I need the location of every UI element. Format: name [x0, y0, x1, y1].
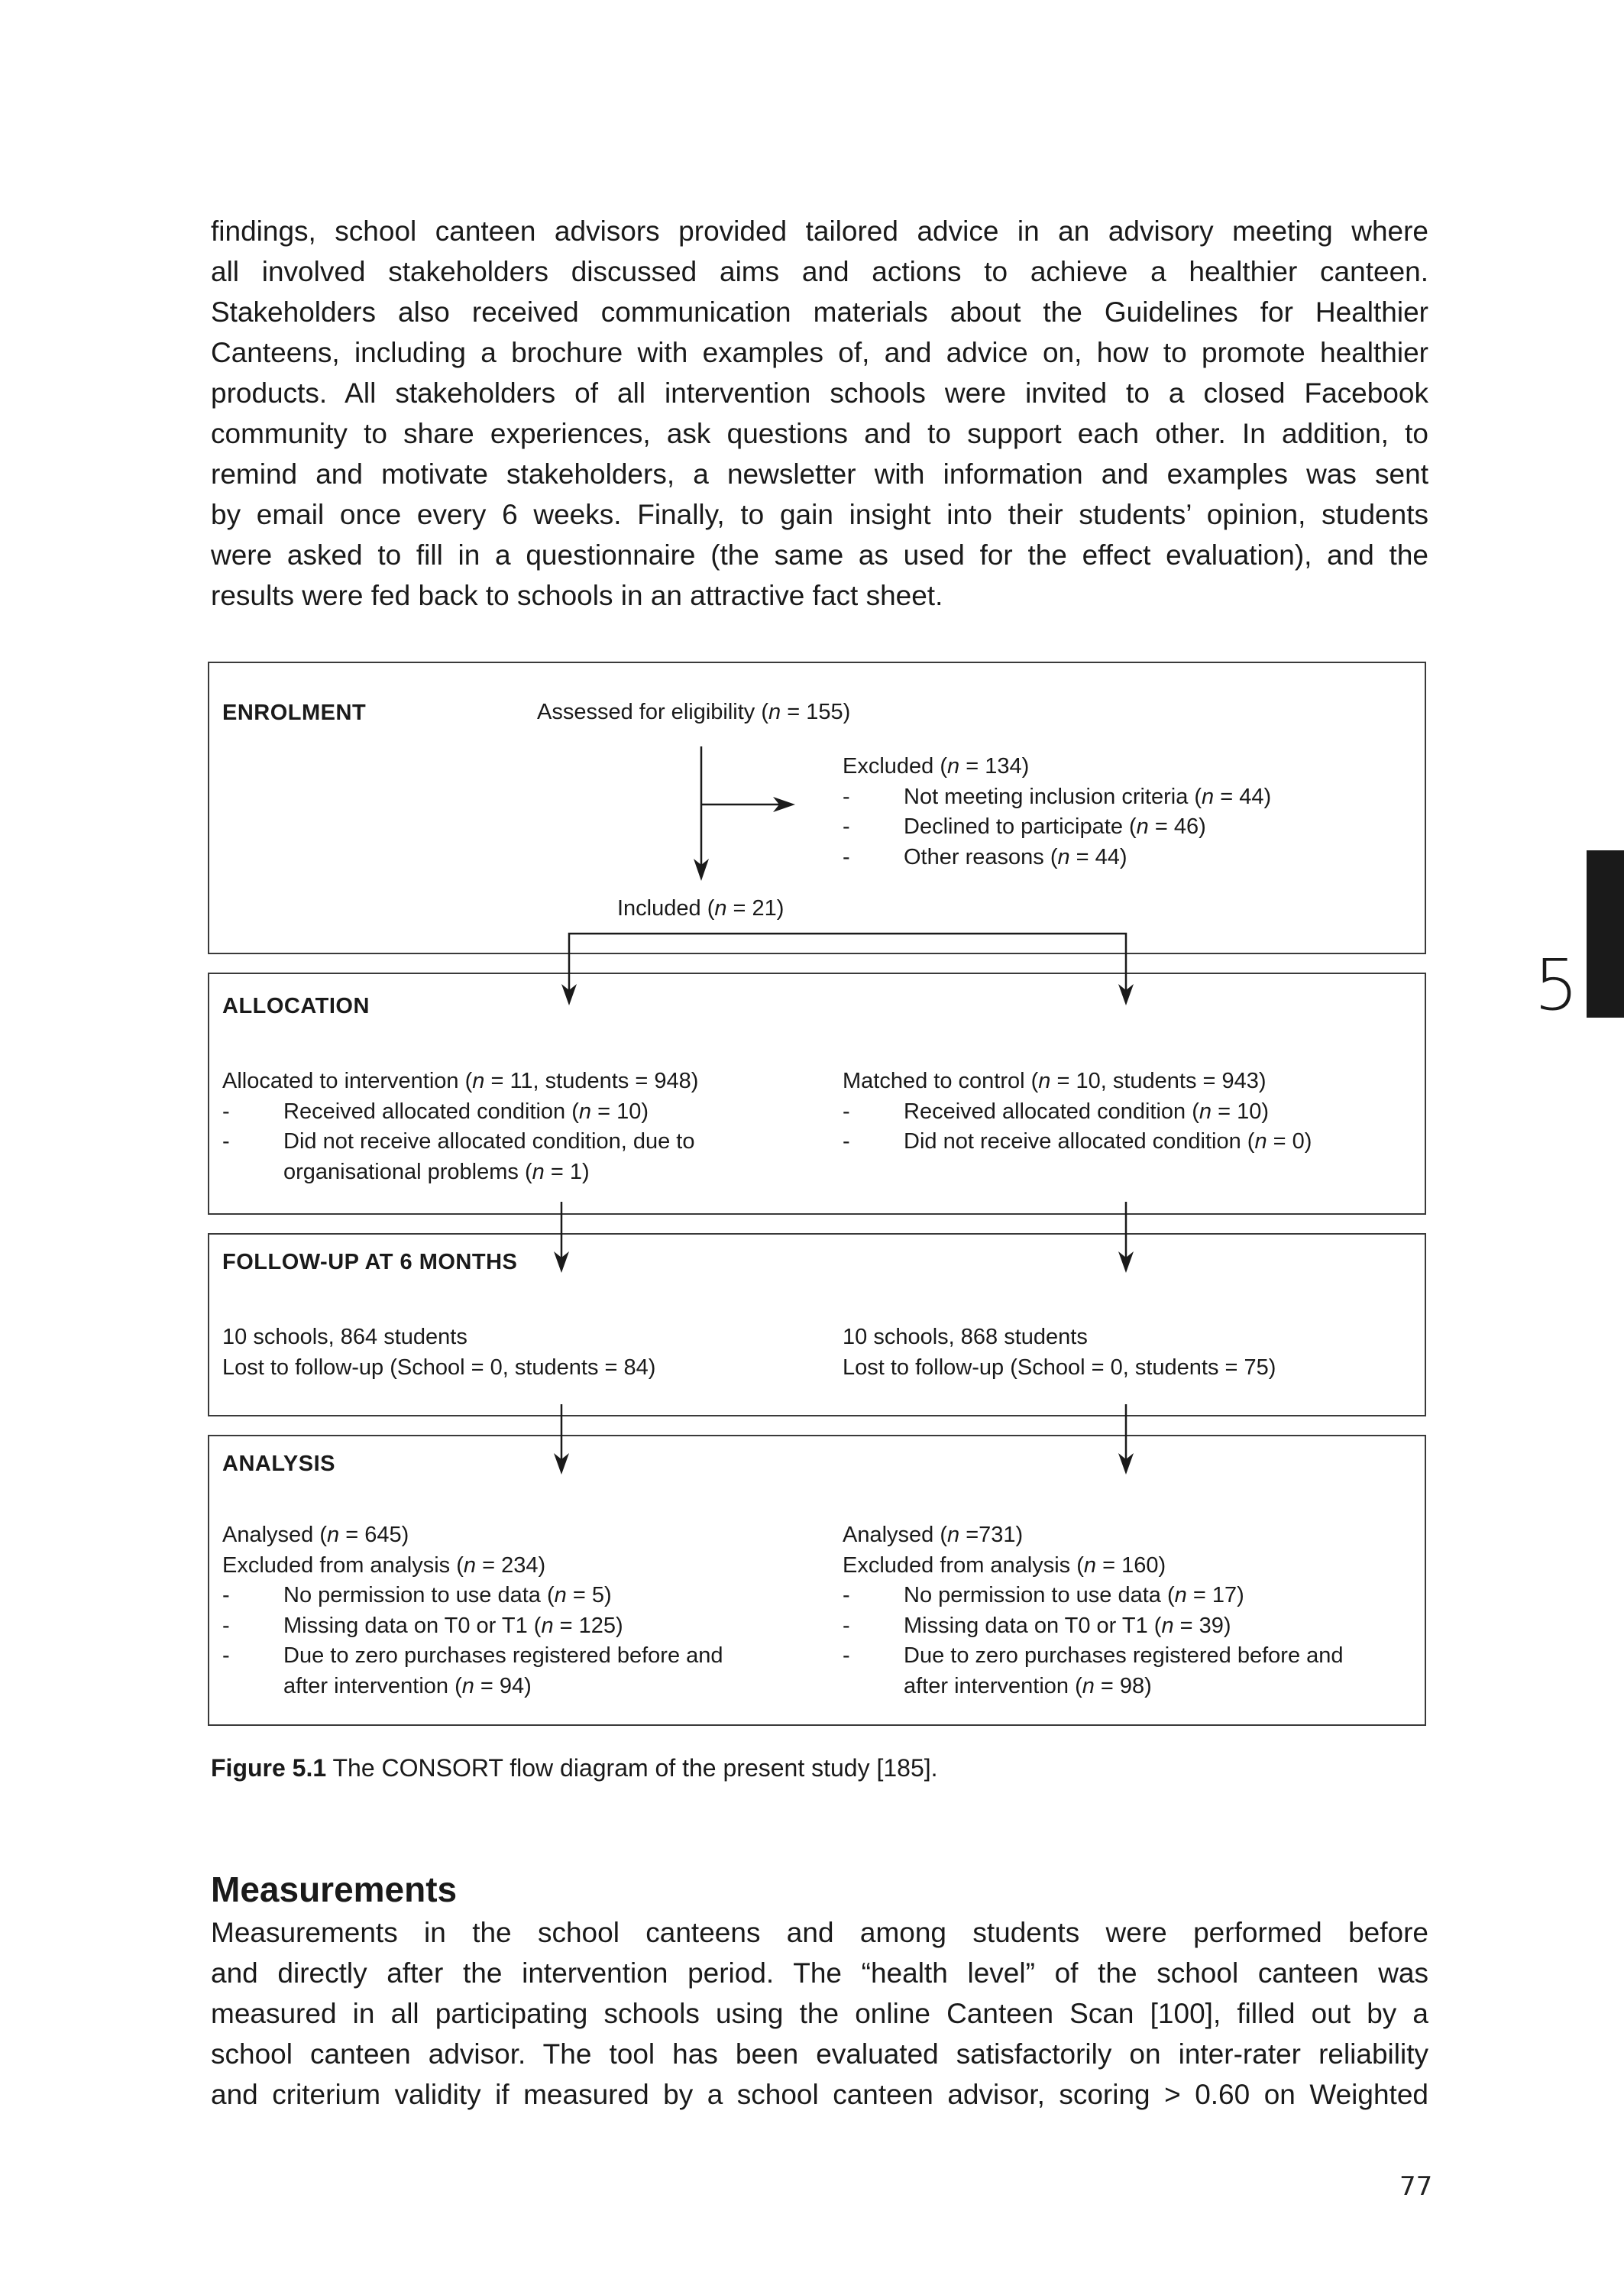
analysis-item: - No permission to use data (n = 5): [222, 1583, 612, 1607]
followup-intervention: [222, 1322, 655, 1383]
text-line: and criterium validity if measured by a school canteen advisor, scoring > 0.60 on Weighted: [211, 2079, 1428, 2110]
text-line: were asked to fill in a questionnaire (the same as used for the effect evaluation), and the: [211, 539, 1428, 571]
measurements-paragraph: [211, 1912, 1428, 2115]
intervention-title: Allocated to intervention (n = 11, students = 948): [222, 1069, 699, 1093]
analysis-item: - Due to zero purchases registered before and: [843, 1643, 1344, 1668]
analysis-heading: ANALYSIS: [222, 1452, 335, 1476]
section-heading: Measurements: [211, 1870, 458, 1909]
analysis-item-cont: after intervention (n = 94): [283, 1673, 532, 1698]
analysis-item: - Missing data on T0 or T1 (n = 125): [222, 1613, 623, 1638]
text-line: all involved stakeholders discussed aims and actions to achieve a healthier canteen.: [211, 256, 1428, 287]
text-line: and directly after the intervention period. The “health level” of the school canteen was: [211, 1957, 1428, 1989]
text-line: by email once every 6 weeks. Finally, to gain insight into their students’ opinion, students: [211, 499, 1428, 530]
control-item: - Received allocated condition (n = 10): [843, 1099, 1270, 1124]
label-value: = 155): [781, 700, 851, 724]
excluded-analysis-line: Excluded from analysis (n = 234): [222, 1552, 546, 1578]
text-line: Canteens, including a brochure with examples of, and advice on, how to promote healthier: [211, 337, 1428, 368]
control-item: - Did not receive allocated condition (n = 0): [843, 1129, 1312, 1154]
allocation-heading: ALLOCATION: [222, 994, 370, 1018]
label-text: Assessed for eligibility (: [537, 700, 768, 724]
assessed-label: [537, 698, 850, 728]
followup-line: Lost to follow-up (School = 0, students = 84): [222, 1355, 656, 1380]
chapter-number: 5: [1534, 944, 1579, 1026]
analysed-line: Analysed (n =731): [843, 1523, 1024, 1547]
text-line: Measurements in the school canteens and among students were performed before: [211, 1917, 1428, 1948]
text-line: findings, school canteen advisors provided tailored advice in an advisory meeting where: [211, 215, 1428, 247]
text-line: remind and motivate stakeholders, a newsletter with information and examples was sent: [211, 458, 1428, 490]
text-line: school canteen advisor. The tool has been evaluated satisfactorily on inter-rater reliability: [211, 2038, 1428, 2070]
text-line: Stakeholders also received communication materials about the Guidelines for Healthier: [211, 296, 1428, 328]
control-title: Matched to control (n = 10, students = 943): [843, 1069, 1267, 1093]
intervention-item-cont: organisational problems (n = 1): [283, 1159, 590, 1184]
intervention-item: - Did not receive allocated condition, due to: [222, 1129, 695, 1154]
followup-heading: FOLLOW-UP AT 6 MONTHS: [222, 1250, 518, 1274]
excluded-list: [843, 752, 1271, 872]
allocation-intervention: [222, 1067, 698, 1187]
excluded-item: - Other reasons (n = 44): [843, 844, 1127, 869]
chapter-tab-marker: [1587, 850, 1624, 1018]
excluded-item: - Not meeting inclusion criteria (n = 44): [843, 784, 1272, 809]
allocation-control: [843, 1067, 1312, 1157]
text-line: products. All stakeholders of all intervention schools were invited to a closed Facebook: [211, 377, 1428, 409]
text-line: measured in all participating schools using the online Canteen Scan [100], filled out by a: [211, 1998, 1428, 2029]
n-symbol: n: [768, 700, 781, 724]
followup-line: Lost to follow-up (School = 0, students = 75): [843, 1355, 1276, 1380]
figure-label: Figure 5.1: [211, 1754, 327, 1782]
text-line: results were fed back to schools in an attractive fact sheet.: [211, 580, 943, 611]
intervention-item: - Received allocated condition (n = 10): [222, 1099, 649, 1124]
text-line: community to share experiences, ask questions and to support each other. In addition, to: [211, 418, 1428, 449]
included-label: Included (n = 21): [617, 896, 785, 921]
analysis-item: - No permission to use data (n = 17): [843, 1583, 1244, 1607]
analysis-item: - Due to zero purchases registered before and: [222, 1643, 723, 1668]
caption-text: The CONSORT flow diagram of the present study [185].: [326, 1754, 938, 1782]
figure-caption: [211, 1754, 938, 1782]
enrolment-heading: ENROLMENT: [222, 701, 367, 725]
excluded-title: Excluded (n = 134): [843, 754, 1030, 779]
excluded-item: - Declined to participate (n = 46): [843, 814, 1206, 839]
analysis-item: - Missing data on T0 or T1 (n = 39): [843, 1613, 1231, 1638]
analysis-item-cont: after intervention (n = 98): [904, 1673, 1152, 1698]
analysed-line: Analysed (n = 645): [222, 1523, 409, 1547]
page-number: 77: [1399, 2171, 1433, 2202]
analysis-intervention: [222, 1520, 723, 1701]
followup-line: 10 schools, 868 students: [843, 1325, 1088, 1349]
followup-control: [843, 1322, 1276, 1383]
analysis-control: [843, 1520, 1344, 1701]
excluded-analysis-line: Excluded from analysis (n = 160): [843, 1552, 1166, 1578]
followup-line: 10 schools, 864 students: [222, 1325, 467, 1349]
